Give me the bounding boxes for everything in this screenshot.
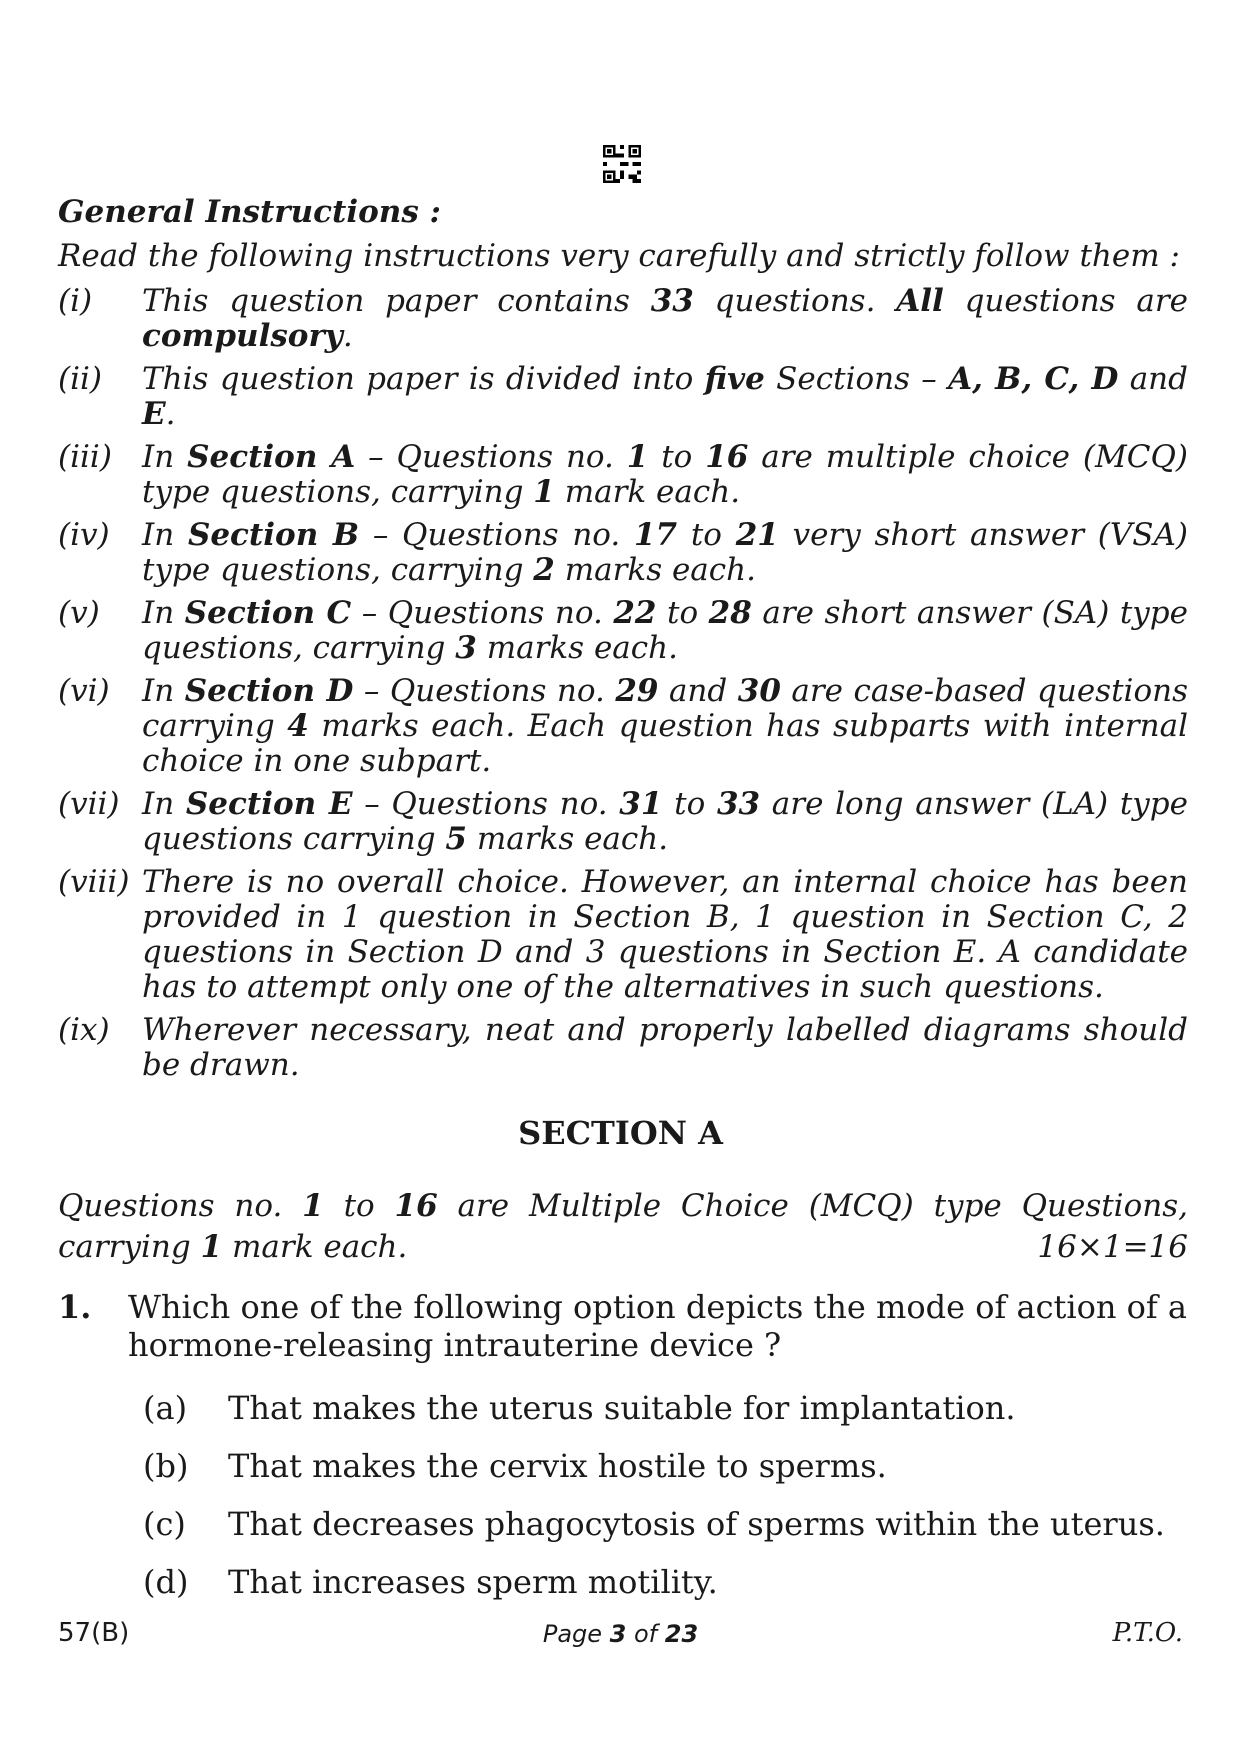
option-text: That increases sperm motility. [228, 1563, 718, 1601]
text-run: marks each. [554, 552, 756, 588]
text-run: are multiple choice (MCQ) type questions, carrying [142, 439, 1188, 510]
option-label: (b) [143, 1447, 189, 1485]
instruction-item [58, 518, 1188, 588]
text-run: In [142, 595, 185, 631]
text-run: There is no overall choice. However, an internal choice has been provided in 1 question in Section B, 1 question in Section C, 2 questions in Section D and 3 questions in Section E. A candidate has to attempt only one of the alternatives in such questions. [142, 864, 1188, 1005]
option-list [143, 1389, 1188, 1601]
emphasis-text: 30 [737, 673, 781, 709]
emphasis-text: A, B, C, D [948, 361, 1119, 397]
text-run: – Questions no. [359, 517, 634, 553]
general-instructions-lead: Read the following instructions very carefully and strictly follow them : [58, 238, 1180, 274]
qr-code-icon [603, 145, 641, 183]
question-1 [58, 1288, 1188, 1621]
option-item [143, 1389, 1188, 1427]
text-run: to [323, 1188, 395, 1224]
text-run: questions. [693, 283, 897, 319]
emphasis-text: 16 [394, 1188, 438, 1224]
emphasis-text: 1 [302, 1188, 324, 1224]
option-label: (a) [143, 1389, 188, 1427]
emphasis-text: 1 [626, 439, 649, 475]
instruction-text [142, 518, 1188, 588]
page-prefix: Page [542, 1620, 610, 1648]
emphasis-text: 5 [445, 821, 467, 857]
emphasis-text: 21 [735, 517, 779, 553]
option-item [143, 1505, 1188, 1543]
instruction-item [58, 865, 1188, 1005]
instruction-item [58, 787, 1188, 857]
text-run: marks each. Each question has subparts with internal choice in one subpart. [142, 708, 1188, 779]
emphasis-text: 1 [533, 474, 555, 510]
text-run: This question paper is divided into [142, 361, 705, 397]
emphasis-text: 31 [619, 786, 663, 822]
text-run: – Questions no. [352, 786, 620, 822]
text-run: questions are [943, 283, 1188, 319]
emphasis-text: 33 [650, 283, 694, 319]
emphasis-text: 17 [633, 517, 678, 553]
instruction-item [58, 674, 1188, 779]
instruction-number: (iii) [58, 439, 112, 475]
emphasis-text: 22 [613, 595, 657, 631]
option-text: That makes the uterus suitable for implantation. [228, 1389, 1016, 1427]
text-run: are Multiple Choice (MCQ) type Questions, [437, 1188, 1188, 1224]
option-text: That makes the cervix hostile to sperms. [228, 1447, 887, 1485]
emphasis-text: 28 [708, 595, 752, 631]
text-run: to [656, 595, 709, 631]
section-description-line-2 [58, 1227, 1188, 1268]
instruction-number: (ii) [58, 361, 103, 397]
emphasis-text: Section B [187, 517, 360, 553]
text-run: In [142, 439, 188, 475]
emphasis-text: compulsory [142, 318, 343, 354]
emphasis-text: 3 [455, 630, 477, 666]
instruction-item [58, 1013, 1188, 1083]
page-of: of [626, 1620, 665, 1648]
instruction-number: (iv) [58, 517, 110, 553]
text-run: and [1118, 361, 1188, 397]
emphasis-text: 2 [533, 552, 555, 588]
question-text: Which one of the following option depicts the mode of action of a hormone-releasing intrauterine device ? [128, 1288, 1187, 1364]
text-run: are short answer (SA) type questions, carrying [142, 595, 1188, 666]
instruction-text [142, 674, 1188, 779]
instruction-text [142, 440, 1188, 510]
text-run: This question paper contains [142, 283, 651, 319]
section-marks: 16×1=16 [1037, 1229, 1188, 1265]
text-run: and [658, 673, 738, 709]
instruction-number: (vii) [58, 786, 120, 822]
section-description-line-1 [58, 1186, 1188, 1227]
emphasis-text: Section D [184, 673, 354, 709]
instruction-number: (viii) [58, 864, 130, 900]
paper-code: 57(B) [58, 1618, 130, 1648]
instruction-number: (v) [58, 595, 100, 631]
instruction-number: (vi) [58, 673, 110, 709]
text-run: – Questions no. [351, 595, 614, 631]
instruction-text [142, 865, 1188, 1005]
text-run: carrying [58, 1229, 201, 1265]
text-run: In [142, 517, 188, 553]
page-total: 23 [664, 1620, 699, 1648]
option-text: That decreases phagocytosis of sperms within the uterus. [228, 1505, 1165, 1543]
section-description-text [58, 1227, 407, 1268]
page-indicator [0, 1620, 1241, 1648]
section-title: SECTION A [518, 1114, 723, 1152]
text-run: – Questions no. [353, 673, 616, 709]
text-run: In [142, 786, 186, 822]
text-run: mark each. [554, 474, 741, 510]
page-current: 3 [609, 1620, 627, 1648]
text-run: . [342, 318, 353, 354]
option-item [143, 1447, 1188, 1485]
instruction-number: (ix) [58, 1012, 110, 1048]
general-instructions-title: General Instructions : [58, 194, 442, 230]
text-run: Sections – [764, 361, 949, 397]
instruction-text [142, 787, 1188, 857]
instruction-item [58, 284, 1188, 354]
option-item [143, 1563, 1188, 1601]
instruction-number: (i) [58, 283, 93, 319]
instruction-item [58, 596, 1188, 666]
emphasis-text: 16 [705, 439, 749, 475]
instruction-list [58, 284, 1188, 1091]
emphasis-text: Section A [187, 439, 356, 475]
option-label: (c) [143, 1505, 186, 1543]
instruction-item [58, 440, 1188, 510]
emphasis-text: All [896, 283, 944, 319]
text-run: to [648, 439, 706, 475]
emphasis-text: E [142, 396, 166, 432]
section-description [58, 1186, 1188, 1268]
text-run: marks each. [466, 821, 669, 857]
text-run: are long answer (LA) type questions carrying [142, 786, 1189, 857]
instruction-text [142, 362, 1188, 432]
instruction-text [142, 596, 1188, 666]
text-run: – Questions no. [355, 439, 627, 475]
text-run: In [142, 673, 185, 709]
instruction-text [142, 284, 1188, 354]
instruction-text [142, 1013, 1188, 1083]
option-label: (d) [143, 1563, 189, 1601]
question-number: 1. [58, 1288, 92, 1326]
emphasis-text: five [704, 361, 765, 397]
text-run: marks each. [476, 630, 678, 666]
emphasis-text: 29 [615, 673, 659, 709]
text-run: . [165, 396, 176, 432]
instruction-item [58, 362, 1188, 432]
text-run: Questions no. [58, 1188, 303, 1224]
emphasis-text: 33 [716, 786, 761, 822]
text-run: to [662, 786, 717, 822]
text-run: Wherever necessary, neat and properly labelled diagrams should be drawn. [142, 1012, 1188, 1083]
emphasis-text: 4 [287, 708, 309, 744]
emphasis-text: Section E [185, 786, 353, 822]
pto-label: P.T.O. [1112, 1618, 1183, 1648]
emphasis-text: 1 [200, 1229, 223, 1265]
text-run: are case-based questions carrying [142, 673, 1188, 744]
text-run: very short answer (VSA) type questions, carrying [142, 517, 1188, 588]
text-run: to [677, 517, 736, 553]
emphasis-text: Section C [184, 595, 352, 631]
text-run: mark each. [222, 1229, 408, 1265]
